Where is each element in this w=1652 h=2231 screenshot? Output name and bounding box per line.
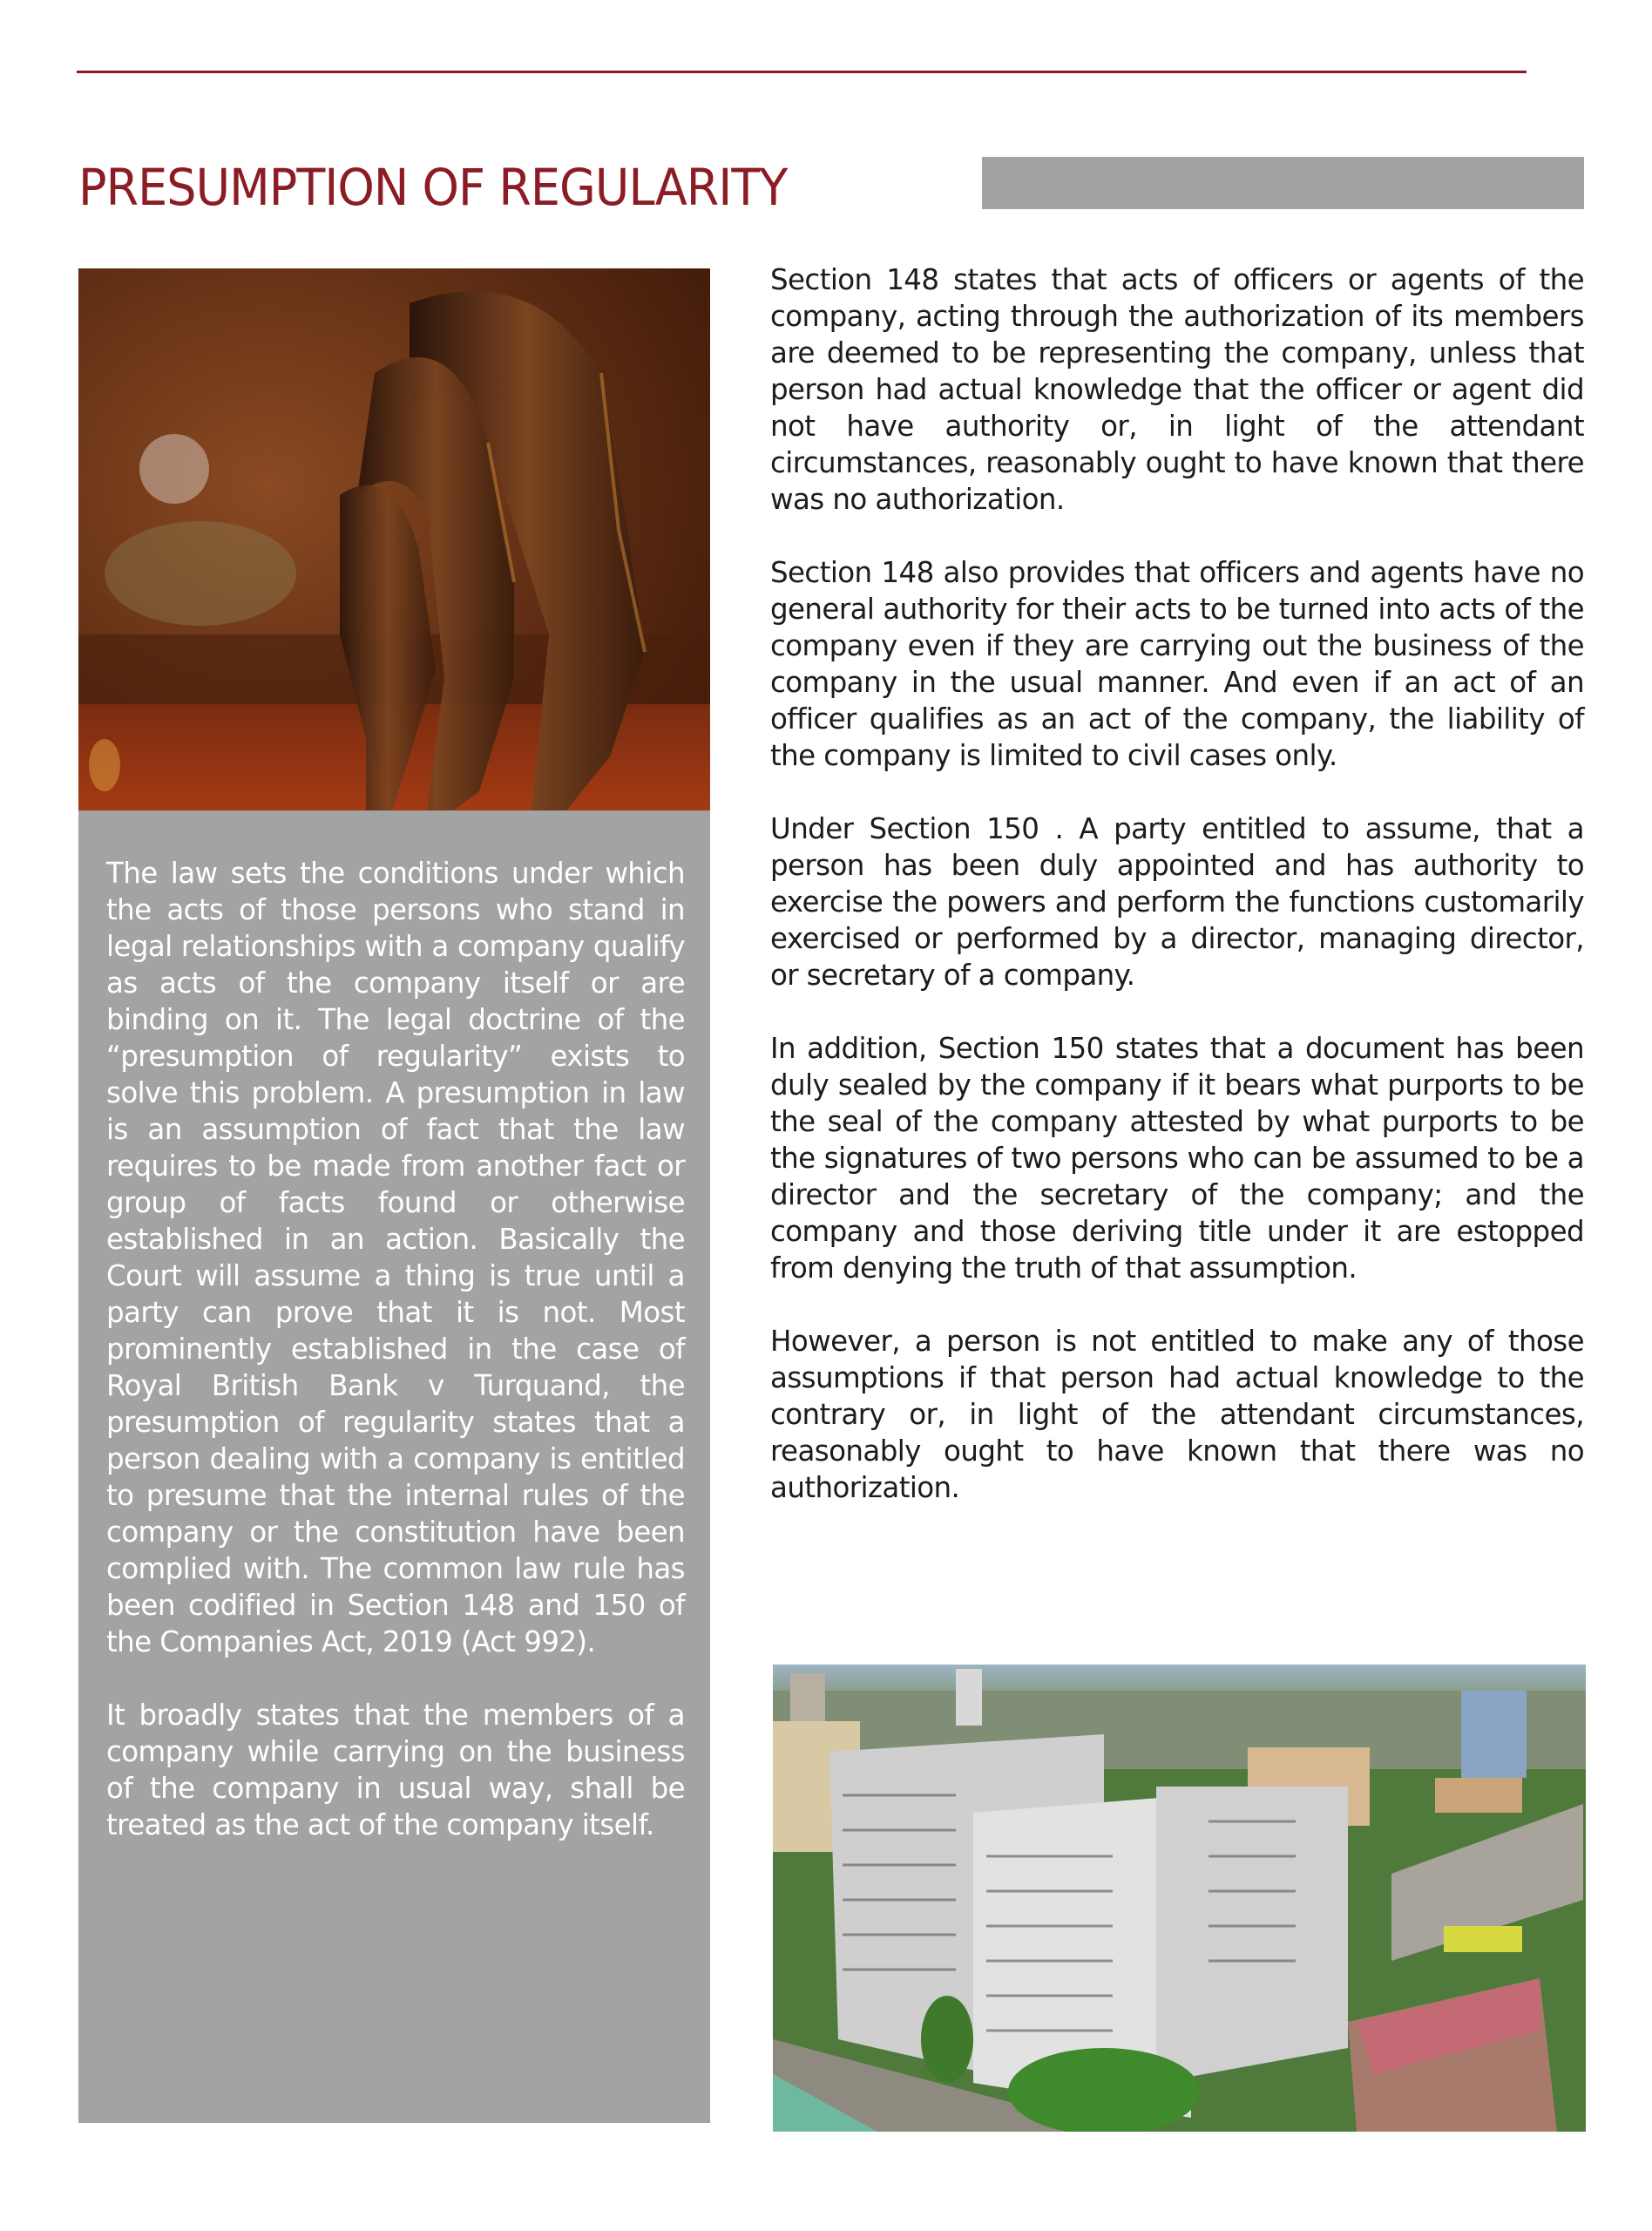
intro-panel (78, 810, 710, 2123)
title-accent-bar (982, 157, 1584, 209)
body-paragraph: In addition, Section 150 states that a document has been duly sealed by the company if it bears what purports to be the seal of the company attested by what purports to be the signatures of two persons who can be assumed to be a director and the secretary of the company; and the company and those deriving title under it are estopped from denying the truth of that assumption. (770, 1032, 1584, 1285)
sculpture-photo (78, 268, 710, 810)
body-paragraph: However, a person is not entitled to make any of those assumptions if that person had actual knowledge to the contrary or, in light of the attendant circumstances, reasonably ought to have known that there was no authorization. (770, 1325, 1584, 1504)
body-paragraph: Under Section 150 . A party entitled to assume, that a person has been duly appointed and has authority to exercise the powers and perform the functions customarily exercised or performed by a director, managing director, or secretary of a company. (770, 812, 1584, 992)
header-rule (77, 71, 1527, 73)
page-title: PRESUMPTION OF REGULARITY (78, 158, 788, 217)
city-buildings-photo (773, 1665, 1586, 2132)
body-text-column (770, 261, 1584, 1543)
intro-paragraph: The law sets the conditions under which the acts of those persons who stand in legal relationships with a company qualify as acts of the company itself or are binding on it. The legal doctrine of the “presumption of regularity” exists to solve this problem. A presumption in law is an assumption of fact that the law requires to be made from another fact or group of facts found or otherwise established in an action. Basically the Court will assume a thing is true until a party can prove that it is not. Most prominently established in the case of Royal British Bank v Turquand, the presumption of regularity states that a person dealing with a company is entitled to presume that the internal rules of the company or the constitution have been complied with. The common law rule has been codified in Section 148 and 150 of the Companies Act, 2019 (Act 992). (106, 857, 685, 1658)
body-paragraph: Section 148 states that acts of officers or agents of the company, acting through the authorization of its members are deemed to be representing the company, unless that person had actual knowledge that the officer or agent did not have authority or, in light of the attendant circumstances, reasonably ought to have known that there was no authorization. (770, 263, 1584, 516)
body-paragraph: Section 148 also provides that officers and agents have no general authority for their acts to be turned into acts of the company even if they are carrying out the business of the company in the usual manner. And even if an act of an officer qualifies as an act of the company, the liability of the company is limited to civil cases only. (770, 556, 1584, 772)
intro-paragraph: It broadly states that the members of a company while carrying on the business of the company in usual way, shall be treated as the act of the company itself. (106, 1699, 685, 1841)
